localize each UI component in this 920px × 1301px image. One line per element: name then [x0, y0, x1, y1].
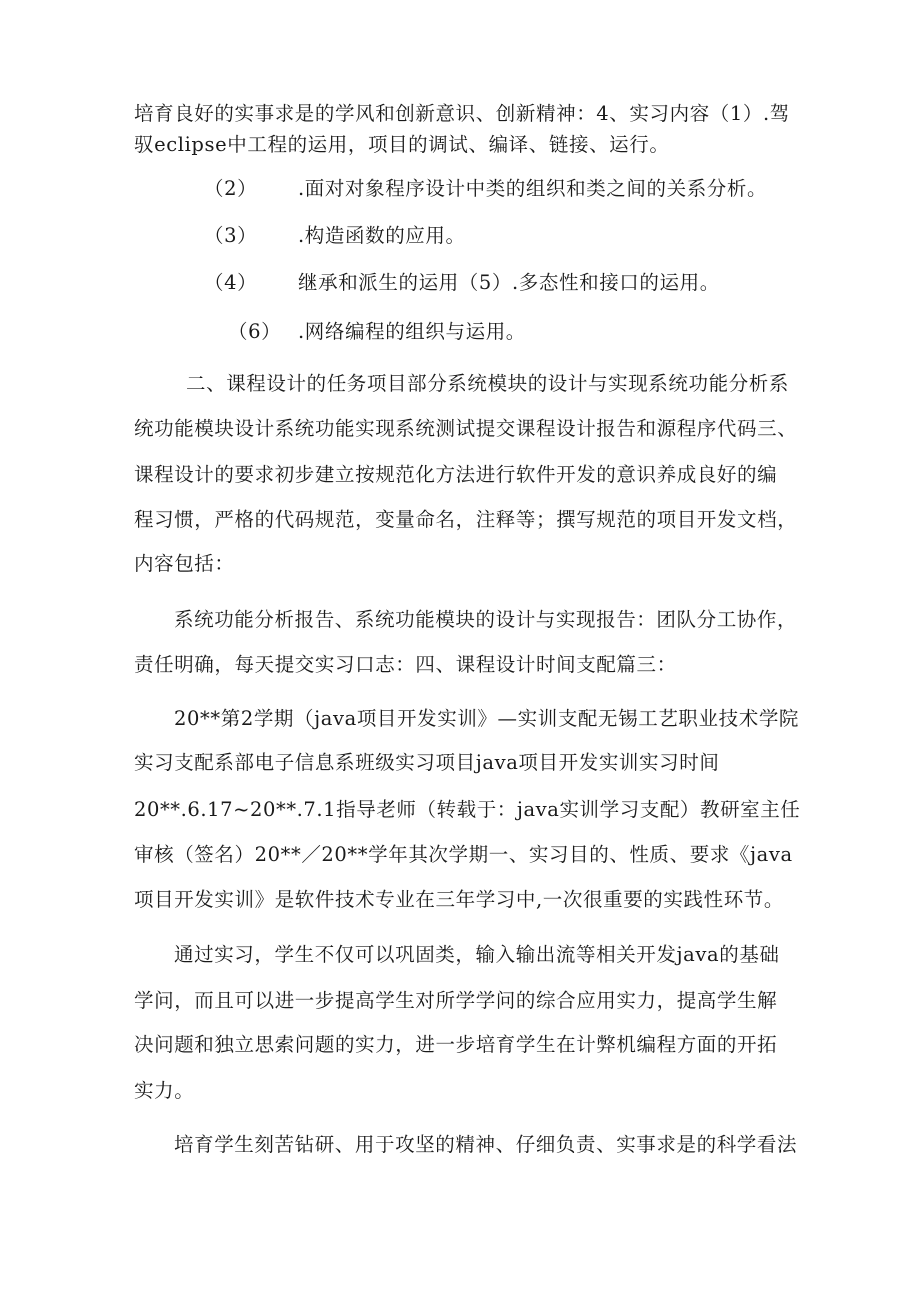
- text-line: 学问，而且可以进一步提高学生对所学学问的综合应用实力，提高学生解: [134, 989, 778, 1012]
- text-line: 培育良好的实事求是的学风和创新意识、创新精神：4、实习内容（1）.驾: [134, 102, 790, 125]
- text-line: 驭eclipse中工程的运用，项目的调试、编译、链接、运行。: [134, 133, 670, 156]
- text-line: 培育学生刻苦钻研、用于攻坚的精神、仔细负责、实事求是的科学看法: [174, 1133, 798, 1156]
- text-line: 审核（签名）20**／20**学年其次学期一、实习目的、性质、要求《java: [134, 843, 793, 866]
- text-line: 实力。: [134, 1079, 195, 1102]
- text-line: 课程设计的要求初步建立按规范化方法进行软件开发的意识养成良好的编: [134, 463, 778, 486]
- list-marker: （4）: [204, 271, 258, 294]
- list-marker: （3）: [204, 224, 258, 247]
- text-line: 项目开发实训》是软件技术专业在三年学习中,一次很重要的实践性环节。: [134, 888, 784, 911]
- text-line: 通过实习，学生不仅可以巩固类，输入输出流等相关开发java的基础: [174, 943, 780, 966]
- text-line: 程习惯，严格的代码规范，变量命名，注释等；撰写规范的项目开发文档，: [134, 508, 798, 531]
- text-line: 继承和派生的运用（5）.多态性和接口的运用。: [298, 271, 720, 294]
- text-line: 20**.6.17~20**.7.1指导老师（转载于：java实训学习支配）教研室主任: [134, 798, 801, 821]
- text-line: 二、课程设计的任务项目部分系统模块的设计与实现系统功能分析系: [186, 372, 790, 395]
- text-line: 实习支配系部电子信息系班级实习项目java项目开发实训实习时间: [134, 751, 720, 774]
- list-marker: （2）: [204, 177, 258, 200]
- text-line: 系统功能分析报告、系统功能模块的设计与实现报告：团队分工协作，: [174, 608, 798, 631]
- text-line: .网络编程的组织与运用。: [298, 320, 526, 343]
- text-line: 内容包括：: [134, 552, 235, 575]
- text-line: 统功能模块设计系统功能实现系统测试提交课程设计报告和源程序代码三、: [134, 417, 798, 440]
- text-line: 责任明确，每天提交实习口志：四、课程设计时间支配篇三：: [134, 653, 677, 676]
- text-line: 20**第2学期（java项目开发实训》—实训支配无锡工艺职业技术学院: [174, 707, 800, 730]
- list-marker: （6）: [228, 320, 282, 343]
- text-line: .构造函数的应用。: [298, 224, 466, 247]
- text-line: 决问题和独立思索问题的实力，进一步培育学生在计弊机编程方面的开拓: [134, 1033, 778, 1056]
- text-line: .面对对象程序设计中类的组织和类之间的关系分析。: [298, 177, 768, 200]
